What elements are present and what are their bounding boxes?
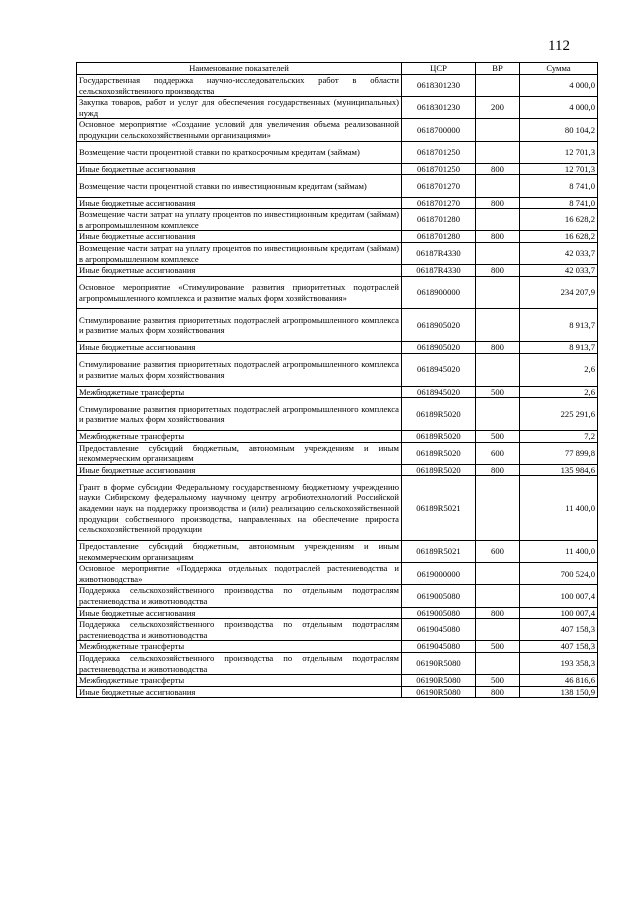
row-name: Поддержка сельскохозяйственного производства по отдельным подотраслям растениеводства и животноводства <box>77 585 402 607</box>
row-vr <box>476 141 520 163</box>
table-row <box>77 686 598 698</box>
table-header-row <box>77 63 598 75</box>
row-name: Основное мероприятие «Стимулирование развития приоритетных подотраслей агропромышленного комплекса и развитие малых форм хозяйствования» <box>77 276 402 309</box>
table-row <box>77 476 598 541</box>
table-row <box>77 541 598 563</box>
row-csr: 0618945020 <box>402 353 476 386</box>
row-name: Стимулирование развития приоритетных подотраслей агропромышленного комплекса и развитие малых форм хозяйствования <box>77 353 402 386</box>
row-vr <box>476 652 520 674</box>
row-sum: 2,6 <box>520 353 598 386</box>
row-csr: 0619045080 <box>402 619 476 641</box>
row-sum: 77 899,8 <box>520 442 598 464</box>
budget-table <box>76 62 598 698</box>
row-name: Основное мероприятие «Создание условий для увеличения объема реализованной продукции сельскохозяйственными организациями» <box>77 119 402 141</box>
row-name: Иные бюджетные ассигнования <box>77 342 402 354</box>
row-sum: 2,6 <box>520 386 598 398</box>
row-sum: 700 524,0 <box>520 563 598 585</box>
row-csr: 0618301230 <box>402 75 476 97</box>
row-sum: 8 741,0 <box>520 197 598 209</box>
row-csr: 06187R4330 <box>402 242 476 264</box>
header-sum: Сумма <box>520 63 598 75</box>
row-csr: 06189R5020 <box>402 431 476 443</box>
row-vr <box>476 175 520 197</box>
row-vr: 500 <box>476 431 520 443</box>
row-csr: 06189R5020 <box>402 442 476 464</box>
row-sum: 80 104,2 <box>520 119 598 141</box>
row-csr: 0618905020 <box>402 309 476 342</box>
row-name: Предоставление субсидий бюджетным, автономным учреждениям и иным некоммерческим организациям <box>77 541 402 563</box>
row-csr: 0618700000 <box>402 119 476 141</box>
row-vr: 200 <box>476 97 520 119</box>
table-row <box>77 464 598 476</box>
row-name: Грант в форме субсидии Федеральному государственному бюджетному учреждению науки Сибирскому федеральному научному центру агробиотехнологий Российской академии наук на поддержку производства и (или) реализацию сельскохозяйственной продукции собственного производства, направленных на обеспечение прироста сельскохозяйственной продукции <box>77 476 402 541</box>
row-sum: 42 033,7 <box>520 242 598 264</box>
row-vr <box>476 242 520 264</box>
row-sum: 8 913,7 <box>520 342 598 354</box>
header-csr: ЦСР <box>402 63 476 75</box>
row-vr <box>476 309 520 342</box>
row-name: Межбюджетные трансферты <box>77 675 402 687</box>
row-csr: 06190R5080 <box>402 675 476 687</box>
row-name: Поддержка сельскохозяйственного производства по отдельным подотраслям растениеводства и животноводства <box>77 652 402 674</box>
row-vr: 800 <box>476 265 520 277</box>
row-csr: 0619000000 <box>402 563 476 585</box>
row-name: Иные бюджетные ассигнования <box>77 686 402 698</box>
row-sum: 138 150,9 <box>520 686 598 698</box>
row-csr: 0619005080 <box>402 607 476 619</box>
row-sum: 12 701,3 <box>520 141 598 163</box>
row-name: Стимулирование развития приоритетных подотраслей агропромышленного комплекса и развитие малых форм хозяйствования <box>77 309 402 342</box>
table-row <box>77 75 598 97</box>
row-vr: 600 <box>476 442 520 464</box>
row-vr: 600 <box>476 541 520 563</box>
row-vr: 800 <box>476 163 520 175</box>
row-csr: 06189R5020 <box>402 398 476 431</box>
row-vr <box>476 476 520 541</box>
row-csr: 0618301230 <box>402 97 476 119</box>
row-name: Стимулирование развития приоритетных подотраслей агропромышленного комплекса и развитие малых форм хозяйствования <box>77 398 402 431</box>
row-name: Возмещение части процентной ставки по инвестиционным кредитам (займам) <box>77 175 402 197</box>
row-name: Закупка товаров, работ и услуг для обеспечения государственных (муниципальных) нужд <box>77 97 402 119</box>
table-row <box>77 652 598 674</box>
row-vr: 800 <box>476 197 520 209</box>
row-vr <box>476 276 520 309</box>
table-row <box>77 607 598 619</box>
table-row <box>77 197 598 209</box>
row-sum: 46 816,6 <box>520 675 598 687</box>
row-csr: 0618701270 <box>402 175 476 197</box>
row-sum: 234 207,9 <box>520 276 598 309</box>
table-row <box>77 675 598 687</box>
row-vr: 500 <box>476 386 520 398</box>
row-csr: 06189R5021 <box>402 476 476 541</box>
row-csr: 0618701250 <box>402 163 476 175</box>
row-vr <box>476 353 520 386</box>
table-row <box>77 265 598 277</box>
row-sum: 407 158,3 <box>520 619 598 641</box>
header-vr: ВР <box>476 63 520 75</box>
row-sum: 4 000,0 <box>520 75 598 97</box>
row-sum: 42 033,7 <box>520 265 598 277</box>
table-row <box>77 641 598 653</box>
row-vr <box>476 119 520 141</box>
table-row <box>77 585 598 607</box>
row-vr <box>476 563 520 585</box>
row-vr <box>476 585 520 607</box>
row-sum: 11 400,0 <box>520 541 598 563</box>
row-csr: 0618701280 <box>402 209 476 231</box>
row-name: Возмещение части процентной ставки по краткосрочным кредитам (займам) <box>77 141 402 163</box>
table-row <box>77 242 598 264</box>
table-row <box>77 97 598 119</box>
table-row <box>77 119 598 141</box>
row-name: Иные бюджетные ассигнования <box>77 464 402 476</box>
row-sum: 8 913,7 <box>520 309 598 342</box>
page-number: 112 <box>548 38 570 54</box>
row-csr: 0618701250 <box>402 141 476 163</box>
row-sum: 407 158,3 <box>520 641 598 653</box>
row-sum: 4 000,0 <box>520 97 598 119</box>
row-vr: 800 <box>476 607 520 619</box>
row-vr: 800 <box>476 464 520 476</box>
row-vr: 800 <box>476 342 520 354</box>
table-row <box>77 386 598 398</box>
row-sum: 100 007,4 <box>520 607 598 619</box>
row-name: Основное мероприятие «Поддержка отдельных подотраслей растениеводства и животноводства» <box>77 563 402 585</box>
header-name: Наименование показателей <box>77 63 402 75</box>
row-name: Межбюджетные трансферты <box>77 431 402 443</box>
row-name: Возмещение части затрат на уплату процентов по инвестиционным кредитам (займам) в агропромышленном комплексе <box>77 209 402 231</box>
row-csr: 06189R5021 <box>402 541 476 563</box>
row-sum: 100 007,4 <box>520 585 598 607</box>
row-name: Иные бюджетные ассигнования <box>77 231 402 243</box>
table-row <box>77 431 598 443</box>
row-vr <box>476 619 520 641</box>
row-name: Иные бюджетные ассигнования <box>77 607 402 619</box>
row-vr <box>476 75 520 97</box>
table-row <box>77 563 598 585</box>
table-row <box>77 342 598 354</box>
table-row <box>77 619 598 641</box>
row-csr: 0618701280 <box>402 231 476 243</box>
row-name: Поддержка сельскохозяйственного производства по отдельным подотраслям растениеводства и животноводства <box>77 619 402 641</box>
row-sum: 135 984,6 <box>520 464 598 476</box>
row-sum: 11 400,0 <box>520 476 598 541</box>
row-name: Иные бюджетные ассигнования <box>77 197 402 209</box>
table-row <box>77 163 598 175</box>
row-name: Предоставление субсидий бюджетным, автономным учреждениям и иным некоммерческим организациям <box>77 442 402 464</box>
row-sum: 7,2 <box>520 431 598 443</box>
row-sum: 12 701,3 <box>520 163 598 175</box>
row-csr: 0618905020 <box>402 342 476 354</box>
row-sum: 16 628,2 <box>520 209 598 231</box>
row-csr: 06187R4330 <box>402 265 476 277</box>
row-name: Межбюджетные трансферты <box>77 641 402 653</box>
row-name: Иные бюджетные ассигнования <box>77 265 402 277</box>
table-row <box>77 309 598 342</box>
table-row <box>77 276 598 309</box>
row-csr: 0618945020 <box>402 386 476 398</box>
table-row <box>77 398 598 431</box>
table-row <box>77 141 598 163</box>
row-csr: 0618900000 <box>402 276 476 309</box>
row-name: Государственная поддержка научно-исследовательских работ в области сельскохозяйственного производства <box>77 75 402 97</box>
row-csr: 06190R5080 <box>402 686 476 698</box>
row-sum: 193 358,3 <box>520 652 598 674</box>
row-sum: 8 741,0 <box>520 175 598 197</box>
row-csr: 06190R5080 <box>402 652 476 674</box>
row-vr: 800 <box>476 686 520 698</box>
table-body <box>77 75 598 698</box>
table-row <box>77 175 598 197</box>
table-row <box>77 442 598 464</box>
row-vr <box>476 209 520 231</box>
table-row <box>77 231 598 243</box>
table-row <box>77 209 598 231</box>
row-sum: 225 291,6 <box>520 398 598 431</box>
row-csr: 06189R5020 <box>402 464 476 476</box>
row-vr <box>476 398 520 431</box>
row-csr: 0619045080 <box>402 641 476 653</box>
row-name: Возмещение части затрат на уплату процентов по инвестиционным кредитам (займам) в агропромышленном комплексе <box>77 242 402 264</box>
row-csr: 0618701270 <box>402 197 476 209</box>
row-name: Иные бюджетные ассигнования <box>77 163 402 175</box>
row-csr: 0619005080 <box>402 585 476 607</box>
row-vr: 500 <box>476 675 520 687</box>
row-vr: 500 <box>476 641 520 653</box>
table-row <box>77 353 598 386</box>
row-name: Межбюджетные трансферты <box>77 386 402 398</box>
row-sum: 16 628,2 <box>520 231 598 243</box>
row-vr: 800 <box>476 231 520 243</box>
